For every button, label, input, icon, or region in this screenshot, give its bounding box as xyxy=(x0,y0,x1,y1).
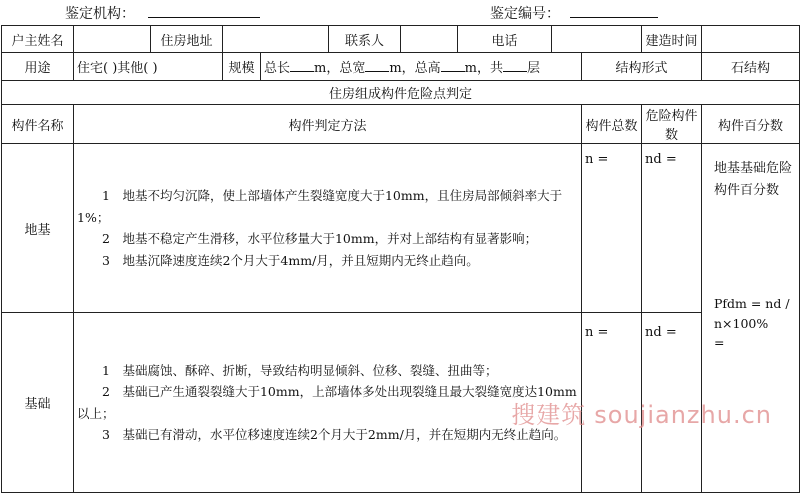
org-blank[interactable] xyxy=(148,17,260,18)
percent-formula: Pfdm = nd / n×100% xyxy=(714,296,790,331)
usage-options[interactable]: 住宅( )其他( ) xyxy=(74,53,223,81)
method-item: 2 基础已产生通裂裂缝大于10mm，上部墙体多处出现裂缝且最大裂缝宽度达10mm以上； xyxy=(77,384,577,421)
section-title: 住房组成构件危险点判定 xyxy=(2,81,800,105)
assessment-table xyxy=(1,25,800,493)
method-cell xyxy=(74,313,582,493)
col-danger-header: 危险构件数 xyxy=(642,105,702,144)
dims-floor-unit: 层 xyxy=(527,61,541,76)
total-count-label: n = xyxy=(585,152,609,167)
danger-count-cell[interactable] xyxy=(642,144,702,313)
total-count-label: n = xyxy=(585,325,609,340)
owner-label: 户主姓名 xyxy=(2,26,74,53)
owner-value[interactable] xyxy=(74,26,151,53)
table-row xyxy=(2,313,800,493)
form-header xyxy=(0,0,800,24)
danger-count-label: nd = xyxy=(645,325,677,340)
percent-title: 地基基础危险构件百分数 xyxy=(714,161,793,198)
total-count-cell[interactable] xyxy=(582,144,642,313)
dims-length-label: 总长 xyxy=(264,61,291,76)
info-row-1 xyxy=(2,26,800,53)
watermark-en: soujianzhu.cn xyxy=(594,401,772,429)
built-value[interactable] xyxy=(702,26,800,53)
percent-cell xyxy=(702,144,800,493)
phone-value[interactable] xyxy=(552,26,642,53)
number-label: 鉴定编号： xyxy=(490,6,560,22)
scale-label: 规模 xyxy=(223,53,261,81)
usage-label: 用途 xyxy=(2,53,74,81)
component-name: 基础 xyxy=(2,313,74,493)
percent-equals[interactable]: = xyxy=(714,335,725,350)
info-row-2 xyxy=(2,53,800,81)
method-item: 1 地基不均匀沉降，使上部墙体产生裂缝宽度大于10mm，且住房局部倾斜率大于1%； xyxy=(77,188,563,225)
method-item: 3 地基沉降速度连续2个月大于4mm/月，并且短期内无终止趋向。 xyxy=(102,252,479,268)
component-name: 地基 xyxy=(2,144,74,313)
length-blank[interactable] xyxy=(290,59,314,72)
table-row xyxy=(2,144,800,313)
scale-dimensions[interactable] xyxy=(261,53,582,81)
dims-floors-label: m，共 xyxy=(464,61,503,76)
height-blank[interactable] xyxy=(441,59,465,72)
method-item: 1 基础腐蚀、酥碎、折断，导致结构明显倾斜、位移、裂缝、扭曲等； xyxy=(102,362,498,378)
phone-label: 电话 xyxy=(458,26,552,53)
column-header-row xyxy=(2,105,800,144)
structure-value: 石结构 xyxy=(702,53,800,81)
address-value[interactable] xyxy=(223,26,329,53)
col-name-header: 构件名称 xyxy=(2,105,74,144)
danger-count-label: nd = xyxy=(645,152,677,167)
method-cell xyxy=(74,144,582,313)
contact-value[interactable] xyxy=(401,26,458,53)
watermark-cn: 搜建筑 xyxy=(511,401,587,429)
danger-count-cell[interactable] xyxy=(642,313,702,493)
total-count-cell[interactable] xyxy=(582,313,642,493)
dims-height-label: m，总高 xyxy=(389,61,441,76)
built-label: 建造时间 xyxy=(642,26,702,53)
address-label: 住房地址 xyxy=(151,26,223,53)
dims-width-label: m，总宽 xyxy=(314,61,366,76)
contact-label: 联系人 xyxy=(329,26,401,53)
floors-blank[interactable] xyxy=(503,59,527,72)
col-percent-header: 构件百分数 xyxy=(702,105,800,144)
method-item: 2 地基不稳定产生滑移，水平位移量大于10mm，并对上部结构有显著影响； xyxy=(102,231,538,246)
col-total-header: 构件总数 xyxy=(582,105,642,144)
structure-label: 结构形式 xyxy=(582,53,702,81)
section-row xyxy=(2,81,800,105)
number-blank[interactable] xyxy=(570,17,658,18)
width-blank[interactable] xyxy=(365,59,389,72)
org-label: 鉴定机构： xyxy=(65,6,135,22)
col-method-header: 构件判定方法 xyxy=(74,105,582,144)
method-item: 3 基础已有滑动，水平位移速度连续2个月大于2mm/月，并在短期内无终止趋向。 xyxy=(102,427,567,442)
